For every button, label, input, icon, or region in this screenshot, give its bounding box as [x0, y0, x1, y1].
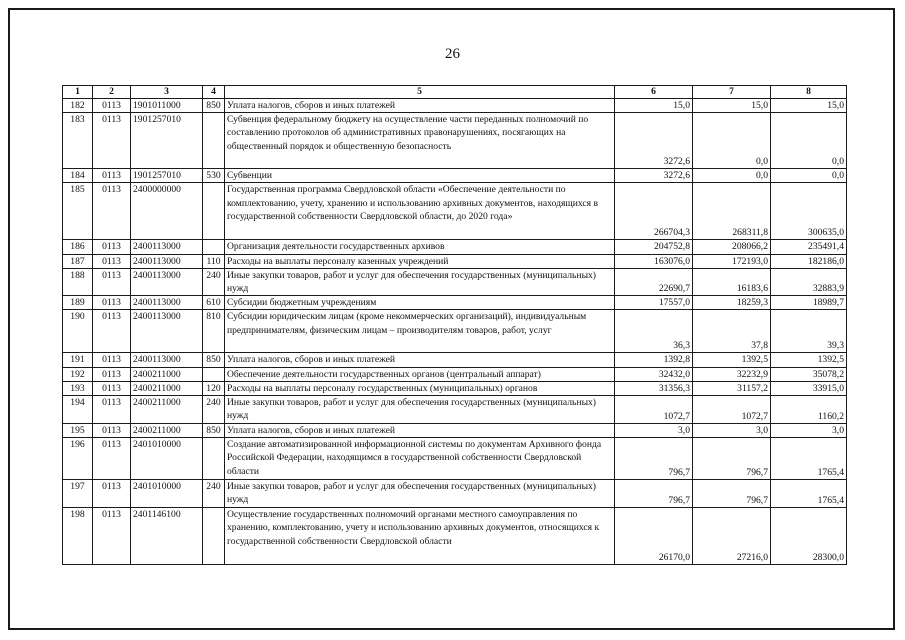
row-number: 191 — [63, 353, 93, 367]
expense-type-code: 120 — [203, 381, 225, 395]
row-number: 182 — [63, 99, 93, 113]
amount-year-2: 0,0 — [693, 169, 771, 183]
section-code: 0113 — [93, 508, 131, 565]
amount-year-2: 0,0 — [693, 113, 771, 169]
amount-year-1: 163076,0 — [615, 254, 693, 268]
item-name: Создание автоматизированной информационной системы по документам Архивного фонда Российской Федерации, находящимся в государственной собственности Свердловской области — [225, 438, 615, 480]
amount-year-3: 1160,2 — [771, 396, 847, 424]
budget-table — [62, 85, 847, 565]
row-number: 184 — [63, 169, 93, 183]
item-name: Обеспечение деятельности государственных органов (центральный аппарат) — [225, 367, 615, 381]
target-code: 2401010000 — [131, 480, 203, 508]
target-code: 1901011000 — [131, 99, 203, 113]
amount-year-3: 0,0 — [771, 169, 847, 183]
item-name: Иные закупки товаров, работ и услуг для обеспечения государственных (муниципальных) нужд — [225, 268, 615, 295]
item-name: Уплата налогов, сборов и иных платежей — [225, 353, 615, 367]
table-row — [63, 480, 847, 508]
expense-type-code: 850 — [203, 99, 225, 113]
section-code: 0113 — [93, 353, 131, 367]
section-code: 0113 — [93, 99, 131, 113]
expense-type-code: 810 — [203, 310, 225, 353]
amount-year-1: 22690,7 — [615, 268, 693, 295]
row-number: 196 — [63, 438, 93, 480]
table-body — [63, 99, 847, 565]
amount-year-2: 32232,9 — [693, 367, 771, 381]
amount-year-1: 17557,0 — [615, 296, 693, 310]
section-code: 0113 — [93, 396, 131, 424]
expense-type-code: 530 — [203, 169, 225, 183]
item-name: Осуществление государственных полномочий органами местного самоуправления по хранению, комплектованию, учету и использованию архивных документов, относящихся к государственной собственности Свердловской области — [225, 508, 615, 565]
row-number: 190 — [63, 310, 93, 353]
target-code: 1901257010 — [131, 113, 203, 169]
section-code: 0113 — [93, 240, 131, 254]
expense-type-code — [203, 508, 225, 565]
amount-year-1: 32432,0 — [615, 367, 693, 381]
item-name: Субвенция федеральному бюджету на осуществление части переданных полномочий по составлению протоколов об административных правонарушениях, посягающих на общественный порядок и общественную безопасность — [225, 113, 615, 169]
amount-year-1: 1072,7 — [615, 396, 693, 424]
expense-type-code — [203, 183, 225, 240]
amount-year-3: 1392,5 — [771, 353, 847, 367]
table-row — [63, 99, 847, 113]
row-number: 197 — [63, 480, 93, 508]
row-number: 185 — [63, 183, 93, 240]
section-code: 0113 — [93, 424, 131, 438]
amount-year-1: 36,3 — [615, 310, 693, 353]
amount-year-2: 1072,7 — [693, 396, 771, 424]
table-row — [63, 367, 847, 381]
target-code: 2400113000 — [131, 310, 203, 353]
expense-type-code: 850 — [203, 353, 225, 367]
expense-type-code: 240 — [203, 480, 225, 508]
expense-type-code: 240 — [203, 396, 225, 424]
section-code: 0113 — [93, 381, 131, 395]
column-header-1: 1 — [63, 86, 93, 99]
target-code: 2400113000 — [131, 353, 203, 367]
item-name: Субсидии бюджетным учреждениям — [225, 296, 615, 310]
amount-year-1: 3,0 — [615, 424, 693, 438]
amount-year-2: 796,7 — [693, 480, 771, 508]
expense-type-code — [203, 367, 225, 381]
target-code: 2400113000 — [131, 268, 203, 295]
target-code: 2400211000 — [131, 424, 203, 438]
table-row — [63, 353, 847, 367]
item-name: Организация деятельности государственных архивов — [225, 240, 615, 254]
amount-year-1: 796,7 — [615, 438, 693, 480]
table-row — [63, 183, 847, 240]
table-row — [63, 169, 847, 183]
table-row — [63, 424, 847, 438]
item-name: Уплата налогов, сборов и иных платежей — [225, 99, 615, 113]
row-number: 188 — [63, 268, 93, 295]
amount-year-2: 27216,0 — [693, 508, 771, 565]
expense-type-code — [203, 240, 225, 254]
amount-year-1: 3272,6 — [615, 113, 693, 169]
expense-type-code: 610 — [203, 296, 225, 310]
section-code: 0113 — [93, 268, 131, 295]
table-row — [63, 113, 847, 169]
table-row — [63, 254, 847, 268]
column-header-5: 5 — [225, 86, 615, 99]
amount-year-3: 1765,4 — [771, 438, 847, 480]
target-code: 2401010000 — [131, 438, 203, 480]
row-number: 195 — [63, 424, 93, 438]
amount-year-2: 268311,8 — [693, 183, 771, 240]
amount-year-2: 208066,2 — [693, 240, 771, 254]
section-code: 0113 — [93, 310, 131, 353]
amount-year-3: 1765,4 — [771, 480, 847, 508]
header-row — [63, 86, 847, 99]
table-row — [63, 296, 847, 310]
column-header-6: 6 — [615, 86, 693, 99]
amount-year-3: 3,0 — [771, 424, 847, 438]
target-code: 2400113000 — [131, 240, 203, 254]
amount-year-2: 3,0 — [693, 424, 771, 438]
amount-year-2: 37,8 — [693, 310, 771, 353]
item-name: Расходы на выплаты персоналу казенных учреждений — [225, 254, 615, 268]
table-row — [63, 438, 847, 480]
section-code: 0113 — [93, 113, 131, 169]
section-code: 0113 — [93, 438, 131, 480]
expense-type-code: 110 — [203, 254, 225, 268]
table-row — [63, 240, 847, 254]
row-number: 186 — [63, 240, 93, 254]
table-row — [63, 268, 847, 295]
row-number: 198 — [63, 508, 93, 565]
row-number: 187 — [63, 254, 93, 268]
amount-year-3: 39,3 — [771, 310, 847, 353]
table-row — [63, 396, 847, 424]
amount-year-2: 1392,5 — [693, 353, 771, 367]
amount-year-1: 3272,6 — [615, 169, 693, 183]
row-number: 192 — [63, 367, 93, 381]
amount-year-3: 15,0 — [771, 99, 847, 113]
amount-year-2: 31157,2 — [693, 381, 771, 395]
target-code: 2400211000 — [131, 367, 203, 381]
target-code: 2400113000 — [131, 254, 203, 268]
row-number: 194 — [63, 396, 93, 424]
amount-year-1: 1392,8 — [615, 353, 693, 367]
amount-year-3: 28300,0 — [771, 508, 847, 565]
column-header-3: 3 — [131, 86, 203, 99]
amount-year-2: 18259,3 — [693, 296, 771, 310]
target-code: 1901257010 — [131, 169, 203, 183]
target-code: 2400113000 — [131, 296, 203, 310]
amount-year-3: 35078,2 — [771, 367, 847, 381]
column-header-8: 8 — [771, 86, 847, 99]
row-number: 189 — [63, 296, 93, 310]
item-name: Субсидии юридическим лицам (кроме некоммерческих организаций), индивидуальным предпринимателям, физическим лицам – производителям товаров, работ, услуг — [225, 310, 615, 353]
amount-year-1: 796,7 — [615, 480, 693, 508]
target-code: 2400211000 — [131, 396, 203, 424]
row-number: 183 — [63, 113, 93, 169]
amount-year-1: 15,0 — [615, 99, 693, 113]
target-code: 2401146100 — [131, 508, 203, 565]
section-code: 0113 — [93, 183, 131, 240]
expense-type-code — [203, 113, 225, 169]
target-code: 2400000000 — [131, 183, 203, 240]
item-name: Государственная программа Свердловской области «Обеспечение деятельности по комплектованию, учету, хранению и использованию архивных документов, находящихся в государственной собственности Свердловской области, до 2020 года» — [225, 183, 615, 240]
item-name: Расходы на выплаты персоналу государственных (муниципальных) органов — [225, 381, 615, 395]
expense-type-code — [203, 438, 225, 480]
amount-year-2: 796,7 — [693, 438, 771, 480]
item-name: Иные закупки товаров, работ и услуг для обеспечения государственных (муниципальных) нужд — [225, 396, 615, 424]
table-row — [63, 310, 847, 353]
expense-type-code: 850 — [203, 424, 225, 438]
amount-year-1: 26170,0 — [615, 508, 693, 565]
amount-year-3: 182186,0 — [771, 254, 847, 268]
section-code: 0113 — [93, 254, 131, 268]
table-row — [63, 381, 847, 395]
section-code: 0113 — [93, 169, 131, 183]
column-header-2: 2 — [93, 86, 131, 99]
amount-year-3: 32883,9 — [771, 268, 847, 295]
item-name: Уплата налогов, сборов и иных платежей — [225, 424, 615, 438]
row-number: 193 — [63, 381, 93, 395]
section-code: 0113 — [93, 296, 131, 310]
amount-year-2: 16183,6 — [693, 268, 771, 295]
section-code: 0113 — [93, 480, 131, 508]
item-name: Субвенции — [225, 169, 615, 183]
target-code: 2400211000 — [131, 381, 203, 395]
amount-year-1: 204752,8 — [615, 240, 693, 254]
amount-year-1: 31356,3 — [615, 381, 693, 395]
amount-year-2: 15,0 — [693, 99, 771, 113]
amount-year-3: 18989,7 — [771, 296, 847, 310]
column-header-7: 7 — [693, 86, 771, 99]
amount-year-3: 0,0 — [771, 113, 847, 169]
column-header-4: 4 — [203, 86, 225, 99]
section-code: 0113 — [93, 367, 131, 381]
amount-year-2: 172193,0 — [693, 254, 771, 268]
page-number: 26 — [445, 46, 460, 62]
amount-year-3: 300635,0 — [771, 183, 847, 240]
table-row — [63, 508, 847, 565]
amount-year-3: 33915,0 — [771, 381, 847, 395]
amount-year-1: 266704,3 — [615, 183, 693, 240]
expense-type-code: 240 — [203, 268, 225, 295]
item-name: Иные закупки товаров, работ и услуг для обеспечения государственных (муниципальных) нужд — [225, 480, 615, 508]
amount-year-3: 235491,4 — [771, 240, 847, 254]
